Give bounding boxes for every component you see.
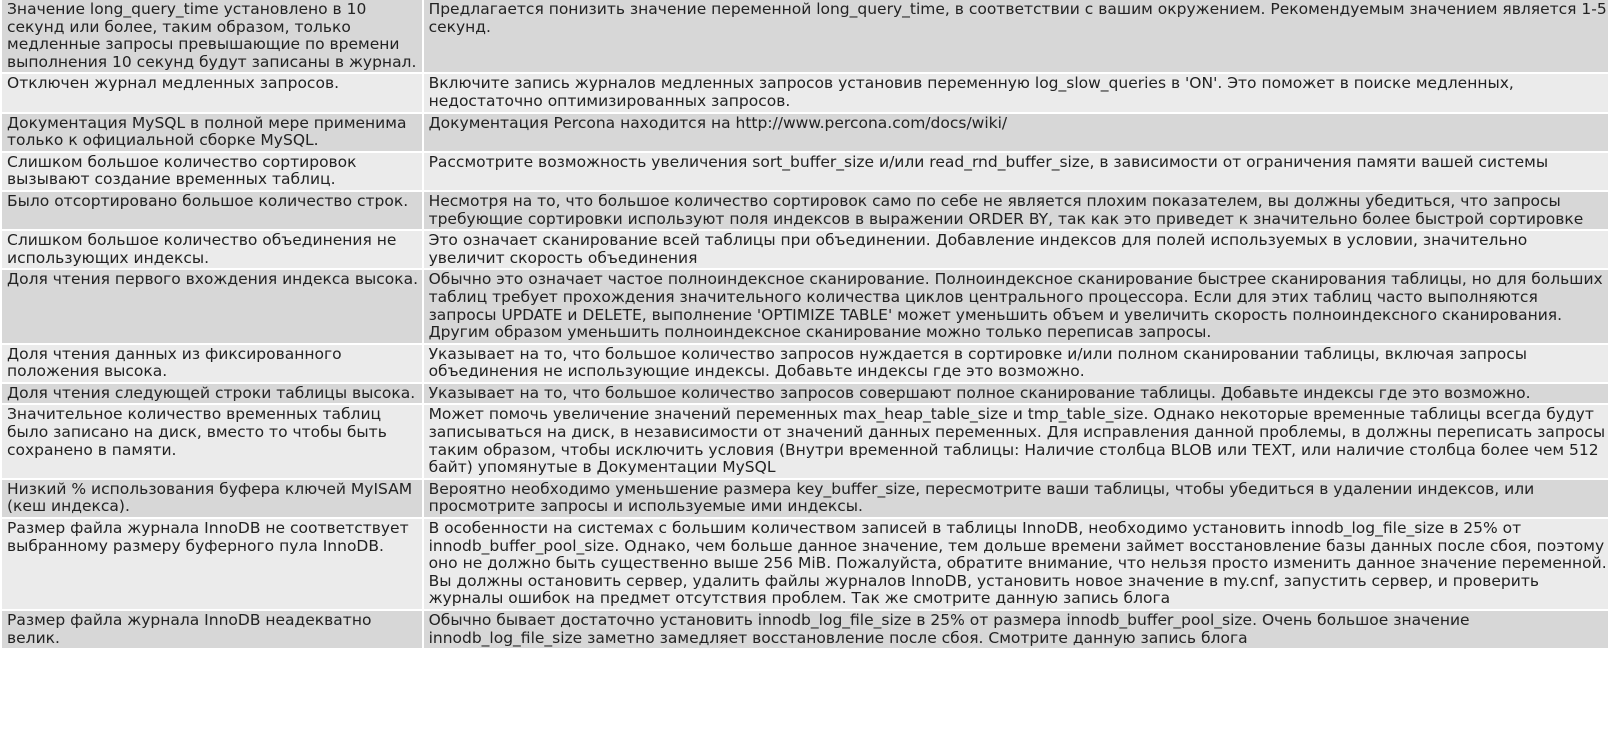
issue-cell: Размер файла журнала InnoDB не соответствует выбранному размеру буферного пула InnoDB. xyxy=(2,519,422,609)
table-row xyxy=(2,231,1608,268)
recommendation-cell: Включите запись журналов медленных запросов установив переменную log_slow_queries в 'ON'. Это поможет в поиске медленных, недостаточно оптимизированных запросов. xyxy=(424,74,1608,111)
table-row xyxy=(2,480,1608,517)
issue-cell: Было отсортировано большое количество строк. xyxy=(2,192,422,229)
issue-cell: Доля чтения первого вхождения индекса высока. xyxy=(2,270,422,342)
issue-cell: Документация MySQL в полной мере применима только к официальной сборке MySQL. xyxy=(2,114,422,151)
table-row xyxy=(2,74,1608,111)
table-row xyxy=(2,519,1608,609)
table-row xyxy=(2,153,1608,190)
recommendation-cell: Предлагается понизить значение переменной long_query_time, в соответствии с вашим окружением. Рекомендуемым значением является 1-5 секунд. xyxy=(424,0,1608,72)
recommendation-cell: Документация Percona находится на http://www.percona.com/docs/wiki/ xyxy=(424,114,1608,151)
issue-cell: Доля чтения следующей строки таблицы высока. xyxy=(2,384,422,404)
table-row xyxy=(2,405,1608,477)
recommendation-cell: Рассмотрите возможность увеличения sort_buffer_size и/или read_rnd_buffer_size, в зависимости от ограничения памяти вашей системы xyxy=(424,153,1608,190)
issue-cell: Доля чтения данных из фиксированного положения высока. xyxy=(2,345,422,382)
recommendation-cell: Обычно бывает достаточно установить innodb_log_file_size в 25% от размера innodb_buffer_pool_size. Очень большое значение innodb_log_file_size заметно замедляет восстановление после сбоя. Смотрите данную запись блога xyxy=(424,611,1608,648)
recommendation-cell: Несмотря на то, что большое количество сортировок само по себе не является плохим показателем, вы должны убедиться, что запросы требующие сортировки используют поля индексов в выражении ORDER BY, так как это приведет к значительно более быстрой сортировке xyxy=(424,192,1608,229)
table-row xyxy=(2,345,1608,382)
recommendation-cell: В особенности на системах с большим количеством записей в таблицы InnoDB, необходимо установить innodb_log_file_size в 25% от innodb_buffer_pool_size. Однако, чем больше данное значение, тем дольше времени займет восстановление базы данных после сбоя, поэтому оно не должно быть существенно выше 256 MiB. Пожалуйста, обратите внимание, что нельзя просто изменить данное значение переменной. Вы должны остановить сервер, удалить файлы журналов InnoDB, установить новое значение в my.cnf, запустить сервер, и проверить журналы ошибок на предмет отсутствия проблем. Так же смотрите данную запись блога xyxy=(424,519,1608,609)
issue-cell: Отключен журнал медленных запросов. xyxy=(2,74,422,111)
recommendation-cell: Указывает на то, что большое количество запросов нуждается в сортировке и/или полном сканировании таблицы, включая запросы объединения не использующие индексы. Добавьте индексы где это возможно. xyxy=(424,345,1608,382)
issue-cell: Низкий % использования буфера ключей MyISAM (кеш индекса). xyxy=(2,480,422,517)
issue-cell: Слишком большое количество сортировок вызывают создание временных таблиц. xyxy=(2,153,422,190)
recommendation-cell: Указывает на то, что большое количество запросов совершают полное сканирование таблицы. Добавьте индексы где это возможно. xyxy=(424,384,1608,404)
table-row xyxy=(2,192,1608,229)
recommendation-cell: Может помочь увеличение значений переменных max_heap_table_size и tmp_table_size. Однако некоторые временные таблицы всегда будут записываться на диск, в независимости от значений данных переменных. Для исправления данной проблемы, в должны переписать запросы таким образом, чтобы исключить условия (Внутри временной таблицы: Наличие столбца BLOB или TEXT, или наличие столбца более чем 512 байт) упомянутые в Документации MySQL xyxy=(424,405,1608,477)
table-row xyxy=(2,611,1608,648)
table-row xyxy=(2,384,1608,404)
issue-cell: Слишком большое количество объединения не использующих индексы. xyxy=(2,231,422,268)
issue-cell: Значение long_query_time установлено в 10 секунд или более, таким образом, только медленные запросы превышающие по времени выполнения 10 секунд будут записаны в журнал. xyxy=(2,0,422,72)
recommendation-cell: Это означает сканирование всей таблицы при объединении. Добавление индексов для полей используемых в условии, значительно увеличит скорость объединения xyxy=(424,231,1608,268)
table-row xyxy=(2,114,1608,151)
issue-cell: Размер файла журнала InnoDB неадекватно велик. xyxy=(2,611,422,648)
issue-cell: Значительное количество временных таблиц было записано на диск, вместо то чтобы быть сохранено в памяти. xyxy=(2,405,422,477)
table-row xyxy=(2,0,1608,72)
table-row xyxy=(2,270,1608,342)
recommendation-cell: Вероятно необходимо уменьшение размера key_buffer_size, пересмотрите ваши таблицы, чтобы убедиться в удалении индексов, или просмотрите запросы и используемые ими индексы. xyxy=(424,480,1608,517)
recommendation-cell: Обычно это означает частое полноиндексное сканирование. Полноиндексное сканирование быстрее сканирования таблицы, но для больших таблиц требует прохождения значительного количества циклов центрального процессора. Если для этих таблиц часто выполняются запросы UPDATE и DELETE, выполнение 'OPTIMIZE TABLE' может уменьшить объем и увеличить скорость полноиндексного сканирования. Другим образом уменьшить полноиндексное сканирование можно только переписав запросы. xyxy=(424,270,1608,342)
